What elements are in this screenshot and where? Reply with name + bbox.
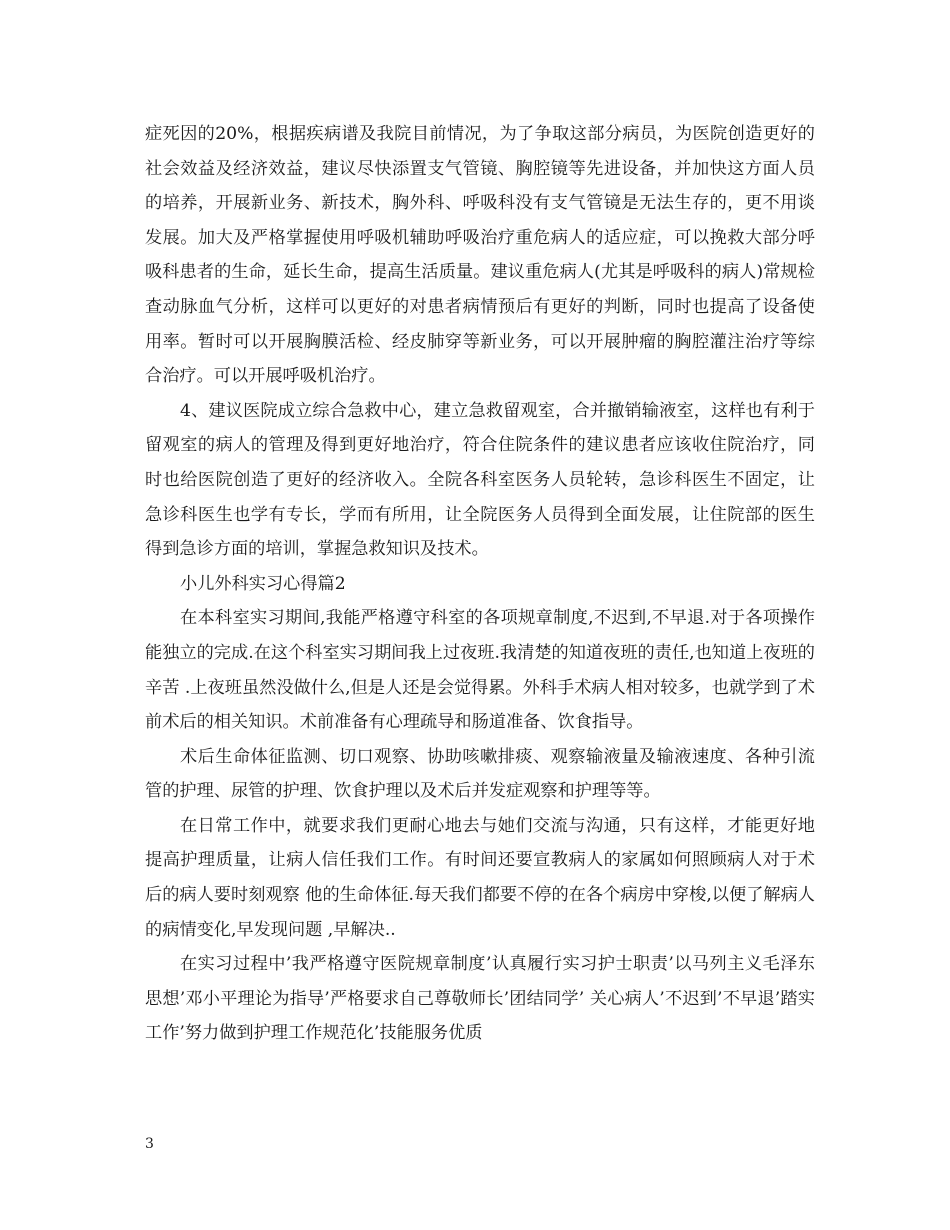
paragraph-2: 4、建议医院成立综合急救中心，建立急救留观室，合并撤销输液室，这样也有利于留观室的病人的管理及得到更好地治疗，符合住院条件的建议患者应该收住院治疗，同时也给医院创造了更好的经济收入。全院各科室医务人员轮转，急诊科医生不固定，让急诊科医生也学有专长，学而有所用，让全院医务人员得到全面发展，让住院部的医生得到急诊方面的培训，掌握急救知识及技术。 [145, 400, 815, 560]
paragraph-3: 在本科室实习期间,我能严格遵守科室的各项规章制度,不迟到,不早退.对于各项操作能独立的完成.在这个科室实习期间我上过夜班.我清楚的知道夜班的责任,也知道上夜班的辛苦 .上夜班虽然没做什么,但是人还是会觉得累。外科手术病人相对较多，也就学到了术前术后的相关知识。术前准备有心理疏导和肠道准备、饮食指导。 [145, 608, 815, 733]
section-heading: 小儿外科实习心得篇2 [180, 573, 346, 594]
paragraph-1: 症死因的20%，根据疾病谱及我院目前情况，为了争取这部分病员，为医院创造更好的社会效益及经济效益，建议尽快添置支气管镜、胸腔镜等先进设备，并加快这方面人员的培养，开展新业务、新技术，胸外科、呼吸科没有支气管镜是无法生存的，更不用谈发展。加大及严格掌握使用呼吸机辅助呼吸治疗重危病人的适应症，可以挽救大部分呼吸科患者的生命，延长生命，提高生活质量。建议重危病人(尤其是呼吸科的病人)常规检查动脉血气分析，这样可以更好的对患者病情预后有更好的判断，同时也提高了设备使用率。暂时可以开展胸膜活检、经皮肺穿等新业务，可以开展肿瘤的胸腔灌注治疗等综合治疗。可以开展呼吸机治疗。 [145, 124, 815, 387]
page-number: 3 [145, 1136, 154, 1152]
paragraph-5: 在日常工作中，就要求我们更耐心地去与她们交流与沟通，只有这样，才能更好地提高护理质量，让病人信任我们工作。有时间还要宣教病人的家属如何照顾病人对于术后的病人要时刻观察 他的生命体征.每天我们都要不停的在各个病房中穿梭,以便了解病人的病情变化,早发现问题 ,早解决.. [145, 815, 815, 940]
paragraph-6: 在实习过程中’我严格遵守医院规章制度’认真履行实习护士职责’以马列主义毛泽东思想’邓小平理论为指导’严格要求自己尊敬师长’团结同学’ 关心病人’不迟到’不早退’踏实工作’努力做到护理工作规范化’技能服务优质 [145, 954, 815, 1044]
body-text [145, 117, 815, 1051]
paragraph-4: 术后生命体征监测、切口观察、协助咳嗽排痰、观察输液量及输液速度、各种引流管的护理、尿管的护理、饮食护理以及术后并发症观察和护理等等。 [145, 746, 815, 802]
